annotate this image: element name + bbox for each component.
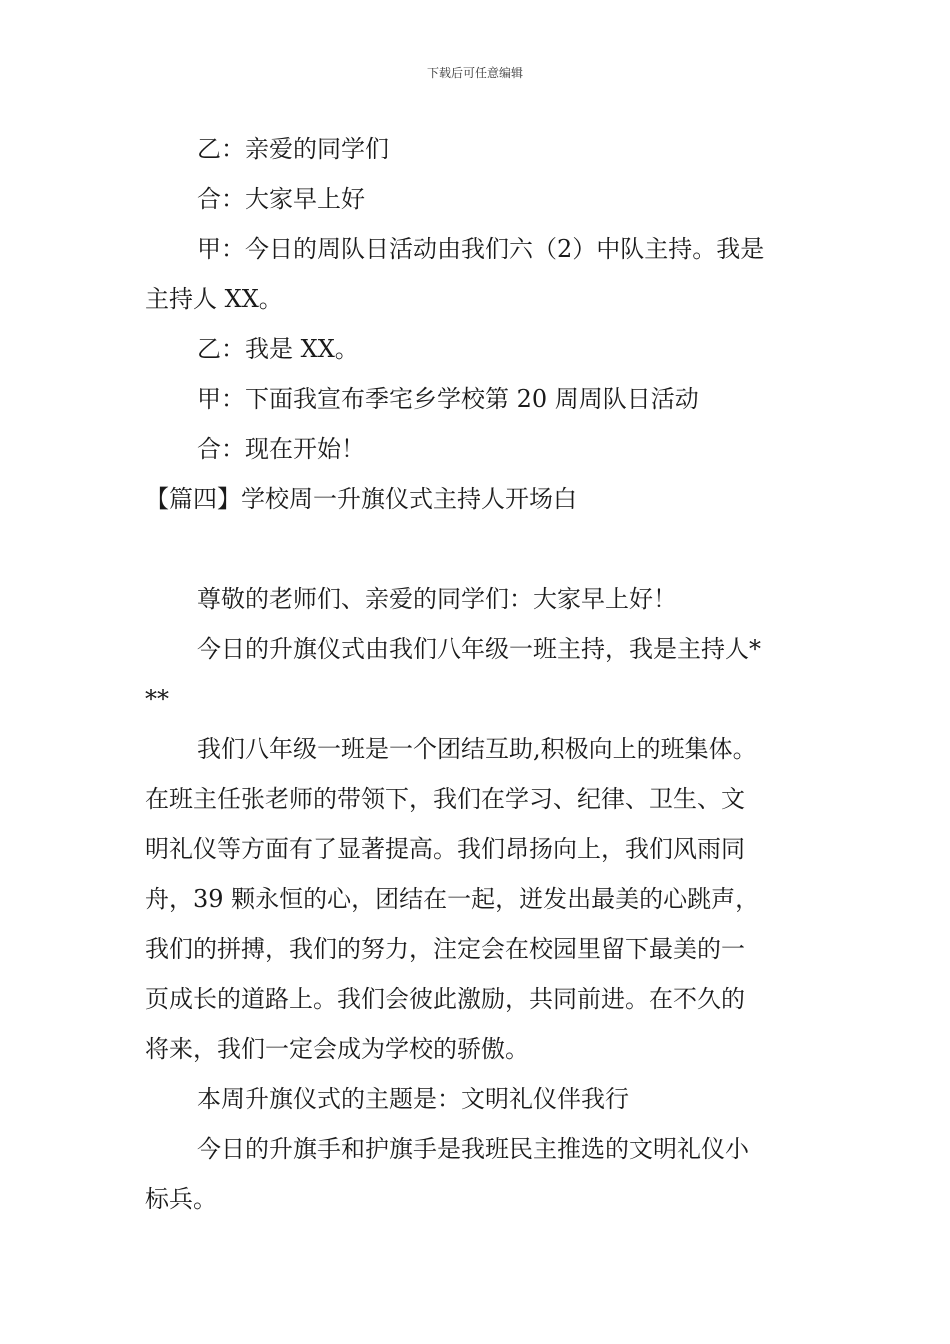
paragraph-line: 今日的升旗仪式由我们八年级一班主持，我是主持人*	[197, 635, 761, 663]
paragraph-line-continued: **	[145, 685, 169, 713]
paragraph-line-continued: 我们的拼搏，我们的努力，注定会在校园里留下最美的一	[145, 935, 745, 963]
paragraph-line-continued: 在班主任张老师的带领下，我们在学习、纪律、卫生、文	[145, 785, 745, 813]
paragraph-line: 尊敬的老师们、亲爱的同学们：大家早上好！	[197, 585, 677, 613]
dialogue-line: 乙：我是 XX。	[197, 335, 359, 363]
paragraph-line: 本周升旗仪式的主题是：文明礼仪伴我行	[197, 1085, 629, 1113]
blank-line	[145, 524, 807, 574]
paragraph-line-continued: 标兵。	[145, 1185, 217, 1213]
dialogue-line: 甲：今日的周队日活动由我们六（2）中队主持。我是	[197, 235, 765, 263]
section-heading: 【篇四】学校周一升旗仪式主持人开场白	[145, 485, 577, 513]
paragraph-line-continued: 将来，我们一定会成为学校的骄傲。	[145, 1035, 529, 1063]
dialogue-line: 合：大家早上好	[197, 185, 365, 213]
paragraph-line: 今日的升旗手和护旗手是我班民主推选的文明礼仪小	[197, 1135, 749, 1163]
page-header: 下载后可任意编辑	[426, 66, 523, 80]
paragraph-line-continued: 明礼仪等方面有了显著提高。我们昂扬向上，我们风雨同	[145, 835, 745, 863]
paragraph-line-continued: 页成长的道路上。我们会彼此激励，共同前进。在不久的	[145, 985, 745, 1013]
paragraph-line-continued: 舟，39 颗永恒的心，团结在一起，迸发出最美的心跳声，	[145, 885, 760, 913]
document-body	[145, 124, 807, 1224]
paragraph-line: 我们八年级一班是一个团结互助,积极向上的班集体。	[197, 735, 757, 763]
dialogue-line: 合：现在开始！	[197, 435, 365, 463]
dialogue-line: 甲：下面我宣布季宅乡学校第 20 周周队日活动	[197, 385, 699, 413]
dialogue-line: 乙：亲爱的同学们	[197, 135, 389, 163]
dialogue-line-continued: 主持人 XX。	[145, 285, 283, 313]
